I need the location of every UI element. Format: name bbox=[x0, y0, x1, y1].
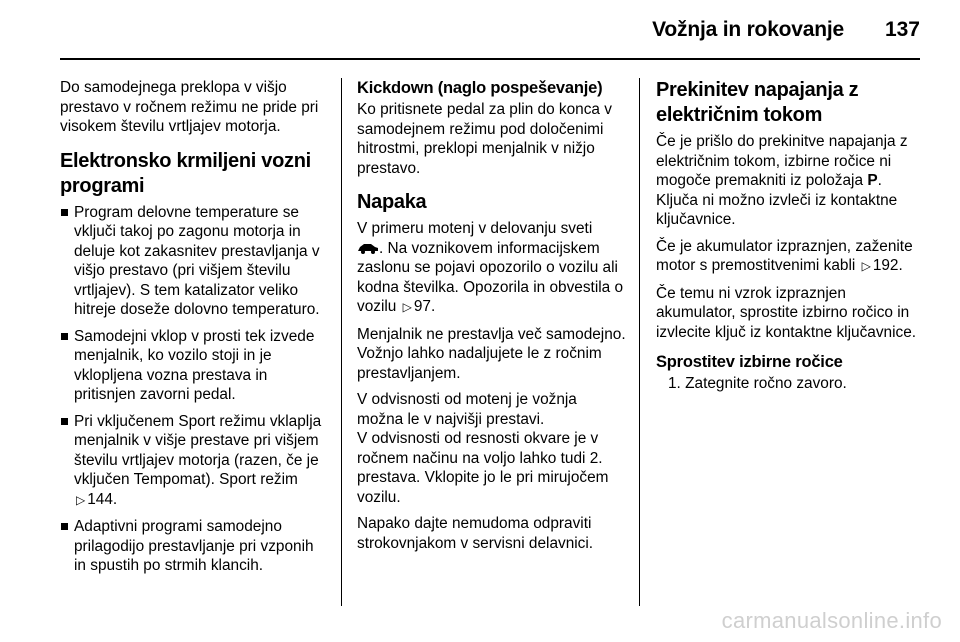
kickdown-heading: Kickdown (naglo pospeševanje) bbox=[357, 79, 603, 97]
reference-triangle-icon: ▷ bbox=[76, 492, 86, 507]
list-item bbox=[60, 517, 328, 576]
napaka-text-a: V primeru motenj v delovanju sveti bbox=[357, 220, 593, 237]
list-item bbox=[60, 203, 328, 320]
step-text: Zategnite ročno zavoro. bbox=[685, 375, 847, 392]
section-heading: Prekinitev napajanja z električnim tokom bbox=[656, 79, 859, 126]
paragraph-text: Če je akumulator izpraznjen, zaženite motor s premostitvenimi kabli bbox=[656, 237, 913, 274]
column-divider bbox=[639, 78, 640, 606]
list-item-text: Samodejni vklop v prosti tek izvede menjalnik, ko vozilo stoji in je vklopljena vozna prestava in pritisnjen zavorni pedal. bbox=[74, 327, 315, 403]
intro-paragraph: Do samodejnega preklopa v višjo prestavo v ročnem režimu ne pride pri visokem številu vrtljajev motorja. bbox=[60, 79, 319, 135]
list-item-text: Program delovne temperature se vključi takoj po zagonu motorja in deluje kot zakasnitev prestavljanja v višjo prestavo (pri višjem številu vrtljajev). S tem katalizator veliko hitreje doseže dolovno temperaturo. bbox=[74, 203, 320, 318]
header-rule bbox=[60, 58, 920, 60]
paragraph-text: . Ključa ni možno izvleči iz kontaktne ključavnice. bbox=[656, 172, 898, 228]
bullet-list bbox=[60, 203, 328, 576]
paragraph: Menjalnik ne prestavlja več samodejno. Vožnjo lahko nadaljujete le z ročnim prestavljanjem. bbox=[357, 325, 626, 382]
bullet-icon bbox=[61, 523, 68, 530]
bullet-icon bbox=[61, 209, 68, 216]
section-heading: Elektronsko krmiljeni vozni programi bbox=[60, 149, 311, 197]
gear-position-label: P bbox=[867, 172, 878, 189]
column-divider bbox=[341, 78, 342, 606]
paragraph: Napako dajte nemudoma odpraviti strokovnjakom v servisni delavnici. bbox=[357, 515, 594, 552]
page-reference[interactable]: 192. bbox=[872, 257, 903, 274]
page-number: 137 bbox=[884, 18, 920, 41]
list-item-text: Adaptivni programi samodejno prilagodijo prestavljanje pri vzponih in spustih po strmih klancih. bbox=[74, 518, 314, 574]
subsection-heading: Sprostitev izbirne ročice bbox=[656, 353, 843, 371]
car-warning-icon bbox=[357, 242, 379, 254]
bullet-icon bbox=[61, 418, 68, 425]
paragraph bbox=[357, 390, 627, 507]
paragraph bbox=[656, 132, 928, 230]
watermark-logo: carmanualsonline.info bbox=[721, 608, 942, 633]
paragraph bbox=[656, 237, 928, 277]
list-item bbox=[60, 412, 328, 511]
step-number: 1. bbox=[668, 375, 681, 392]
napaka-paragraph bbox=[357, 219, 627, 318]
header-title: Vožnja in rokovanje bbox=[652, 18, 844, 41]
reference-triangle-icon: ▷ bbox=[402, 300, 412, 314]
page-header bbox=[60, 0, 920, 60]
list-item bbox=[60, 327, 328, 405]
page-reference[interactable]: 97. bbox=[413, 298, 436, 315]
napaka-heading: Napaka bbox=[357, 191, 427, 213]
napaka-text-b: . Na voznikovem informacijskem zaslonu se pojavi opozorilo o vozilu ali kodna številka. Opozorila in obvestila o vozilu bbox=[357, 239, 624, 315]
list-item-text: Pri vključenem Sport režimu vklaplja menjalnik v višje prestave pri višjem številu vrtljajev motorja (razen, če je vključen Tempomat). Sport režim bbox=[74, 412, 322, 488]
numbered-step bbox=[656, 374, 928, 394]
paragraph-line: V odvisnosti od motenj je vožnja možna le v najvišji prestavi. bbox=[357, 391, 577, 428]
column-2 bbox=[357, 78, 627, 560]
column-1 bbox=[60, 78, 328, 583]
paragraph-text: Če je prišlo do prekinitve napajanja z električnim tokom, izbirne ročice ni mogoče premakniti iz položaja bbox=[656, 133, 908, 189]
kickdown-paragraph: Ko pritisnete pedal za plin do konca v samodejnem režimu pod določenimi hitrostmi, preklopi menjalnik v nižjo prestavo. bbox=[357, 101, 612, 177]
column-3 bbox=[656, 78, 928, 401]
paragraph-line: V odvisnosti od resnosti okvare je v ročnem načinu na voljo lahko tudi 2. prestava. Vklopite jo le pri mirujočem vozilu. bbox=[357, 430, 609, 506]
bullet-icon bbox=[61, 333, 68, 340]
reference-triangle-icon: ▷ bbox=[861, 259, 871, 273]
page-reference[interactable]: 144. bbox=[87, 490, 118, 508]
paragraph: Če temu ni vzrok izpraznjen akumulator, sprostite izbirno ročico in izvlecite ključ iz kontaktne ključavnice. bbox=[656, 284, 917, 341]
